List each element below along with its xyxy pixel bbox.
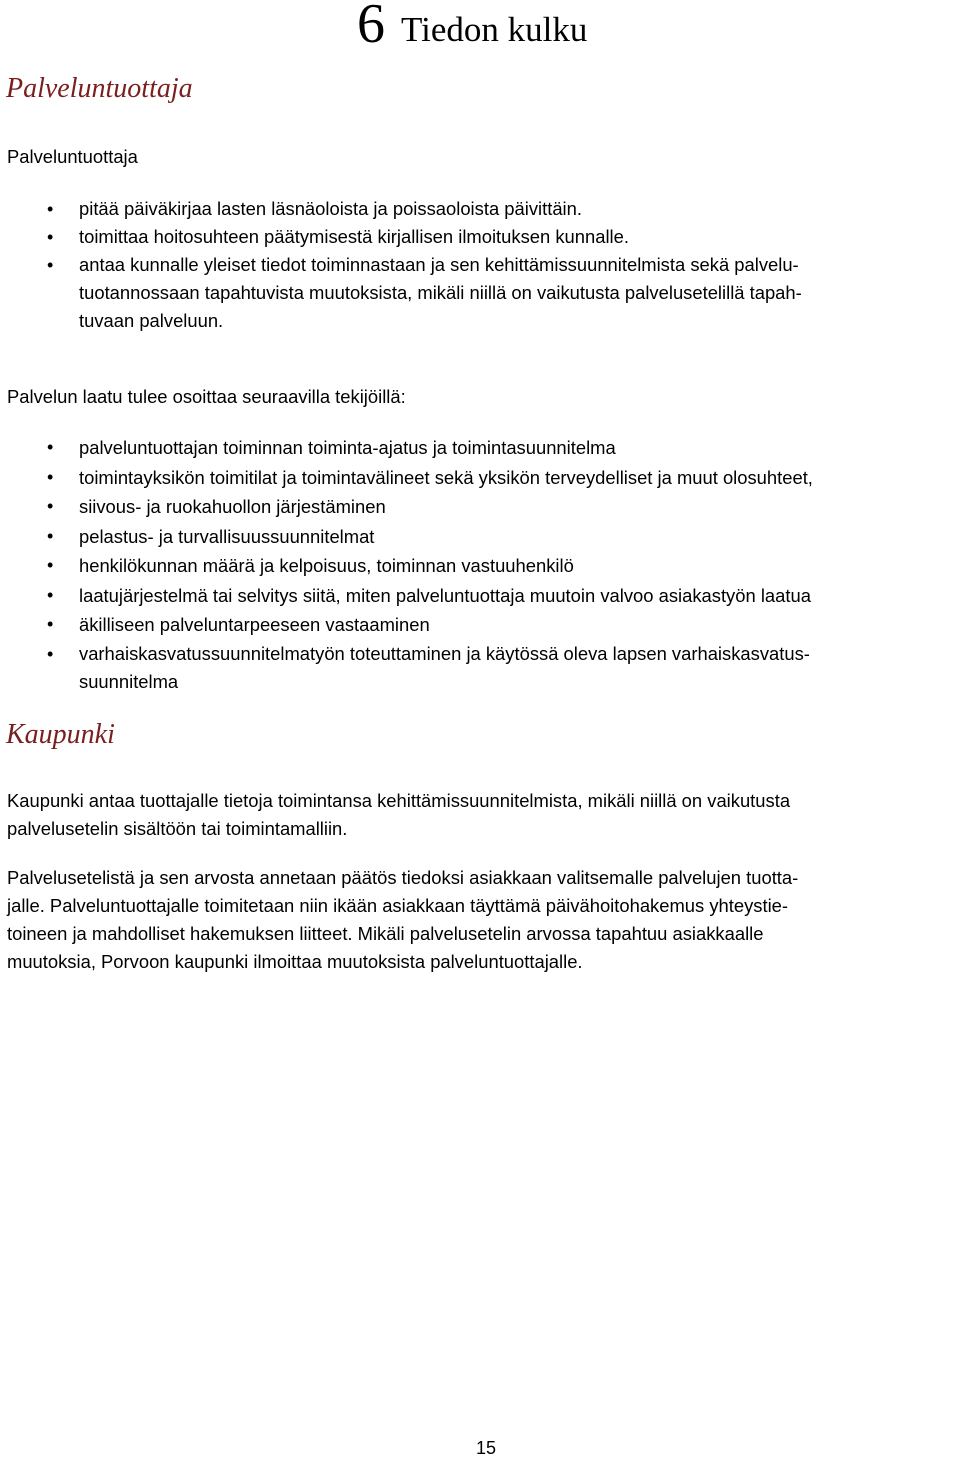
list-item (0, 223, 960, 251)
bullet-icon: • (47, 437, 54, 457)
list-item-text: henkilökunnan määrä ja kelpoisuus, toiminnan vastuuhenkilö (79, 555, 574, 576)
list-item-text: pelastus- ja turvallisuussuunnitelmat (79, 525, 375, 547)
paragraph-line: palvelusetelin sisältöön tai toimintamalliin. (7, 818, 348, 839)
list-item (0, 492, 960, 522)
list-item (0, 433, 960, 463)
page-number: 15 (476, 1438, 497, 1458)
city-paragraph-2 (7, 864, 798, 976)
chapter-heading: Tiedon kulku (401, 10, 588, 49)
list-item (0, 610, 960, 640)
bullet-icon: • (47, 614, 54, 634)
quality-intro: Palvelun laatu tulee osoittaa seuraavilla tekijöillä: (7, 386, 406, 407)
list-item-text: antaa kunnalle yleiset tiedot toiminnastaan ja sen kehittämissuunnitelmista sekä palvelu- (79, 254, 799, 275)
paragraph-line: muutoksia, Porvoon kaupunki ilmoittaa muutoksista palveluntuottajalle. (7, 951, 583, 972)
bullet-icon: • (47, 255, 54, 275)
bullet-icon: • (47, 466, 54, 487)
list-item (0, 195, 960, 223)
list-item-text: siivous- ja ruokahuollon järjestäminen (79, 496, 386, 517)
section-heading-kaupunki: Kaupunki (6, 719, 115, 750)
chapter-number: 6 (357, 0, 385, 55)
paragraph-line: jalle. Palveluntuottajalle toimitetaan niin ikään asiakkaan täyttämä päivähoitohakemus yhteystie- (7, 895, 789, 916)
list-item-text: tuvaan palveluun. (79, 310, 224, 331)
section-heading-palveluntuottaja: Palveluntuottaja (6, 73, 193, 104)
list-item-text: pitää päiväkirjaa lasten läsnäoloista ja poissaoloista päivittäin. (79, 198, 582, 219)
chapter-title (357, 0, 587, 60)
list-item-text: tuotannossaan tapahtuvista muutoksista, mikäli niillä on vaikutusta palvelusetelillä tapah- (79, 282, 802, 303)
bullet-icon: • (47, 584, 54, 605)
list-item (0, 522, 960, 552)
intro-text: Palveluntuottaja (7, 146, 138, 167)
bullet-icon: • (47, 525, 54, 546)
provider-duties-list (0, 195, 960, 335)
bullet-icon: • (47, 227, 54, 247)
list-item-text: toimintayksikön toimitilat ja toimintavälineet sekä yksikön terveydelliset ja muut olosuhteet, (79, 466, 813, 488)
list-item (0, 640, 960, 696)
quality-factors-list (0, 433, 960, 696)
list-item-text: äkilliseen palveluntarpeeseen vastaaminen (79, 614, 430, 635)
paragraph-line: Palvelusetelistä ja sen arvosta annetaan päätös tiedoksi asiakkaan valitsemalle palvelujen tuotta- (7, 867, 799, 888)
paragraph-line: toineen ja mahdolliset hakemuksen liitteet. Mikäli palvelusetelin arvossa tapahtuu asiakkaalle (7, 923, 764, 944)
list-item (0, 551, 960, 581)
city-paragraph-1 (7, 787, 790, 843)
list-item (0, 581, 960, 611)
list-item (0, 463, 960, 493)
paragraph-line: Kaupunki antaa tuottajalle tietoja toimintansa kehittämissuunnitelmista, mikäli niillä on vaikutusta (7, 790, 791, 811)
bullet-icon: • (47, 555, 54, 575)
list-item-text: toimittaa hoitosuhteen päätymisestä kirjallisen ilmoituksen kunnalle. (79, 226, 629, 247)
list-item-text: palveluntuottajan toiminnan toiminta-ajatus ja toimintasuunnitelma (79, 437, 616, 458)
bullet-icon: • (47, 643, 54, 664)
bullet-icon: • (47, 199, 54, 219)
list-item-text: varhaiskasvatussuunnitelmatyön toteuttaminen ja käytössä oleva lapsen varhaiskasvatus- (79, 642, 810, 664)
list-item-text: laatujärjestelmä tai selvitys siitä, miten palveluntuottaja muutoin valvoo asiakastyön laatua (79, 584, 811, 606)
bullet-icon: • (47, 496, 54, 516)
list-item (0, 251, 960, 335)
list-item-text: suunnitelma (79, 670, 179, 692)
